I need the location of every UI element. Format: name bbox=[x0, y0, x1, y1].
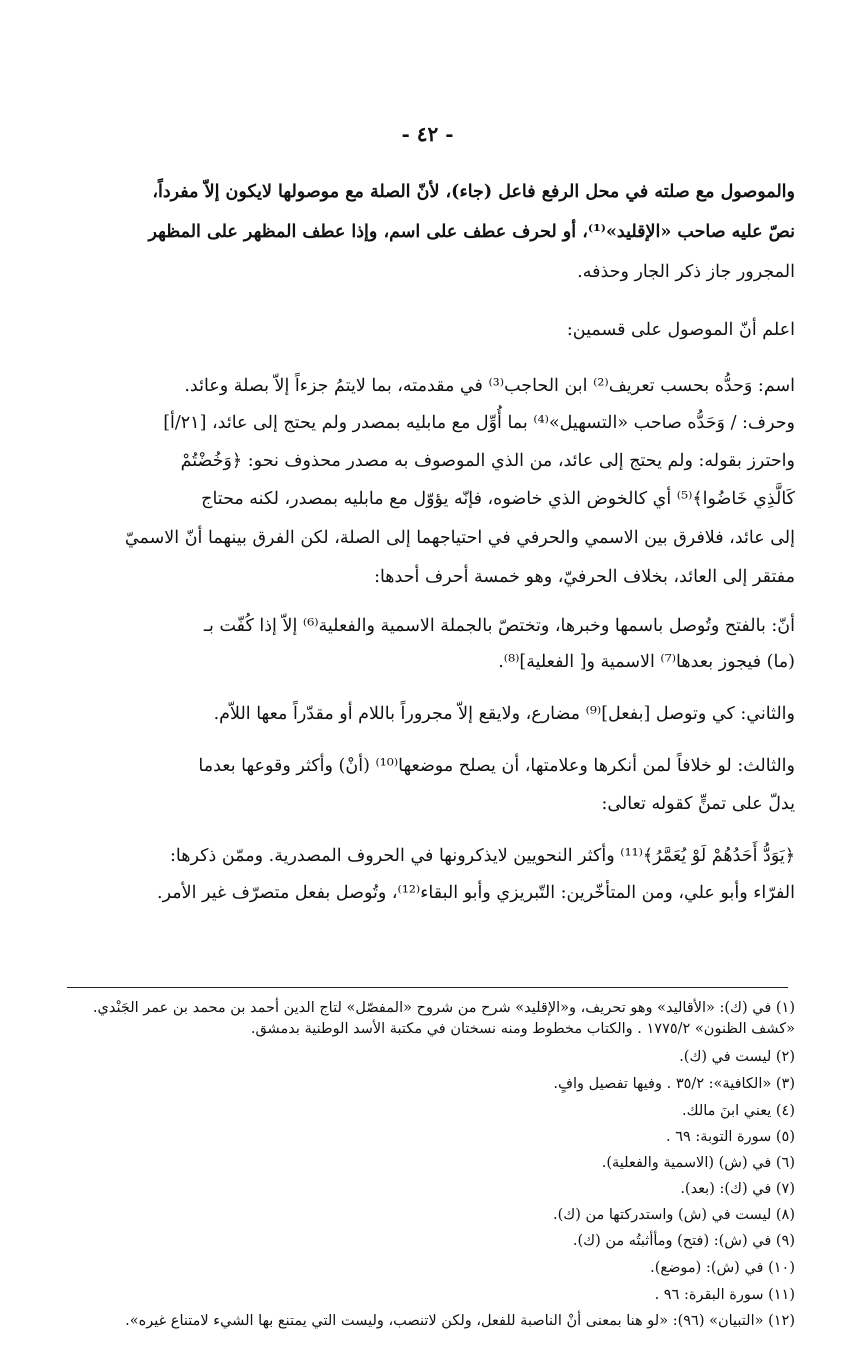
footnote: (١) في (ك): «الأقاليد» وهو تحريف، و«الإقليد» شرح من شروح «المفصّل» لتاج الدين أحمد بن محمد بن عمر الجَنْدي. bbox=[92, 1000, 795, 1016]
body-line: واحترز بقوله: ولم يحتج إلى عائد، من الذي الموصوف به مصدر محذوف نحو: ﴿وَخُضْتُمْ bbox=[180, 451, 795, 471]
body-line: اعلم أنّ الموصول على قسمين: bbox=[566, 320, 795, 340]
body-line: اسم: وَحدُّه بحسب تعريف⁽²⁾ ابن الحاجب⁽³⁾ في مقدمته، بما لايتمُ جزءاً إلاّ بصلة وعائد. bbox=[184, 376, 795, 396]
footnote: «كشف الظنون» ١٧٧٥/٢ . والكتاب مخطوط ومنه نسختان في مكتبة الأسد الوطنية بدمشق. bbox=[250, 1021, 795, 1037]
body-line: كَالَّذِي خَاضُوا﴾⁽⁵⁾ أي كالخوض الذي خاضوه، فإنّه يؤوّل مع مابليه بمصدر، لكنه محتاج bbox=[201, 489, 795, 509]
body-line: ﴿يَوَدُّ أَحَدُهُمْ لَوْ يُعَمَّرُ﴾⁽¹¹⁾ وأكثر النحويين لايذكرونها في الحروف المصدرية. وممّن ذكرها: bbox=[170, 846, 795, 866]
page-number: - ٤٢ - bbox=[401, 122, 454, 146]
footnote: (٧) في (ك): (بعد). bbox=[680, 1181, 795, 1197]
footnote: (٤) يعني ابنَ مالك. bbox=[682, 1103, 795, 1119]
footnote: (٨) ليست في (ش) واستدركتها من (ك). bbox=[552, 1207, 795, 1223]
body-line: نصّ عليه صاحب «الإقليد»⁽¹⁾، أو لحرف عطف على اسم، وإذا عطف المظهر على المظهر bbox=[148, 222, 795, 242]
body-line: والثاني: كي وتوصل [بفعل]⁽⁹⁾ مضارع، ولايقع إلاّ مجروراً باللام أو مقدّراً معها اللاّم. bbox=[213, 704, 795, 724]
body-line: المجرور جاز ذكر الجار وحذفه. bbox=[577, 262, 795, 282]
footnote: (٦) في (ش) (الاسمية والفعلية). bbox=[601, 1155, 795, 1171]
body-line: الفرّاء وأبو علي، ومن المتأخّرين: التّبريزي وأبو البقاء⁽¹²⁾، وتُوصل بفعل متصرّف غير الأمر. bbox=[157, 883, 795, 903]
footnote: (٢) ليست في (ك). bbox=[679, 1049, 795, 1065]
body-line: وحرف: / وَحَدُّه صاحب «التسهيل»⁽⁴⁾ بما أُوِّل مع مابليه بمصدر ولم يحتج إلى عائد، [٢١/أ] bbox=[163, 413, 795, 433]
footnote: (١٢) «التبيان» (٩٦): «لو هنا بمعنى أنْ الناصبة للفعل، ولكن لاتنصب، وليست التي يمتنع بها الشيء لامتناع غيره». bbox=[125, 1313, 795, 1329]
body-line: يدلّ على تمنٍّ كقوله تعالى: bbox=[601, 794, 795, 814]
footnote-divider bbox=[67, 987, 788, 988]
footnote: (٩) في (ش): (فتح) ومأأثبتُه من (ك). bbox=[572, 1233, 795, 1249]
footnote: (٥) سورة التوبة: ٦٩ . bbox=[666, 1129, 795, 1145]
body-line: (ما) فيجوز بعدها⁽⁷⁾ الاسمية و[ الفعلية]⁽⁸⁾. bbox=[498, 652, 795, 672]
footnote: (١٠) في (ش): (موضع). bbox=[650, 1260, 795, 1276]
body-line: مفتقر إلى العائد، بخلاف الحرفيّ، وهو خمسة أحرف أحدها: bbox=[374, 567, 795, 587]
body-line: إلى عائد، فلافرق بين الاسمي والحرفي في احتياجهما إلى الصلة، لكن الفرق بينهما أنّ الاسميّ bbox=[124, 528, 795, 548]
body-line: أنّ: بالفتح وتُوصل باسمها وخبرها، وتختصّ بالجملة الاسمية والفعلية⁽⁶⁾ إلاّ إذا كُفّت بـ bbox=[203, 616, 795, 636]
footnote: (٣) «الكافية»: ٣٥/٢ . وفيها تفصيل وافٍ. bbox=[553, 1076, 795, 1092]
body-line: والثالث: لو خلافاً لمن أنكرها وعلامتها، أن يصلح موضعها⁽¹⁰⁾ (أنْ) وأكثر وقوعها بعدما bbox=[198, 756, 795, 776]
body-line: والموصول مع صلته في محل الرفع فاعل (جاء)، لأنّ الصلة مع موصولها لايكون إلاّ مفرداً، bbox=[152, 182, 795, 202]
footnote: (١١) سورة البقرة: ٩٦ . bbox=[654, 1287, 795, 1303]
